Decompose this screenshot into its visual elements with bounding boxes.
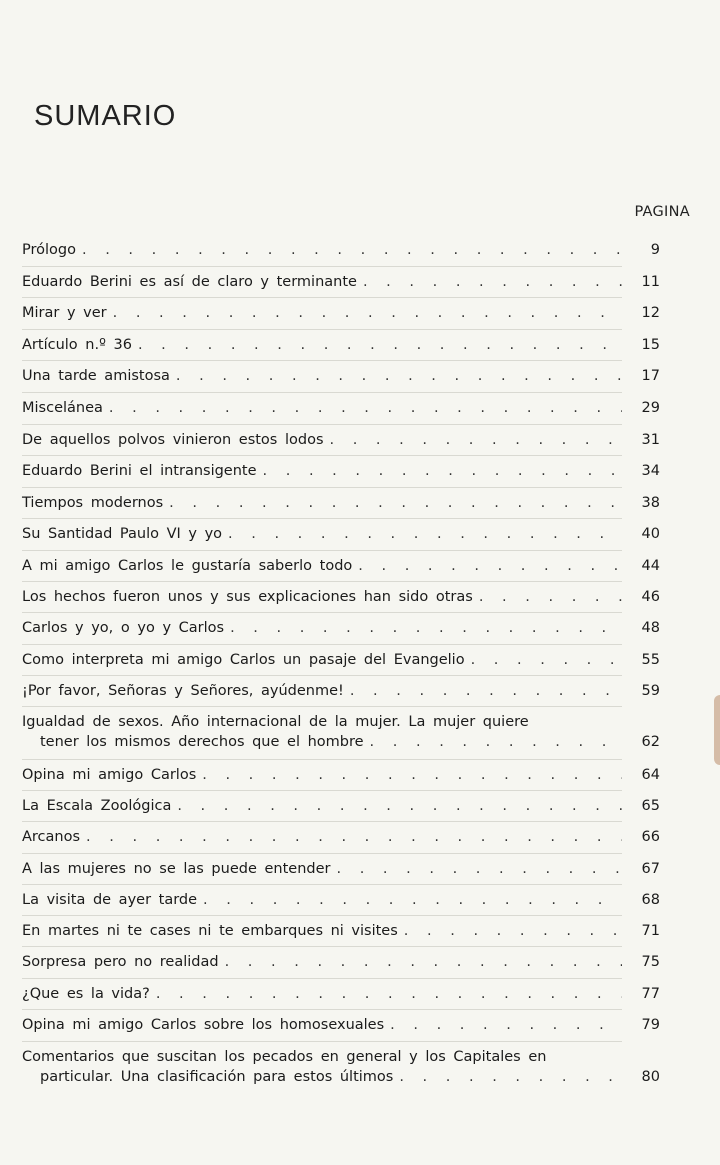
toc-page-number: 11 — [641, 274, 660, 290]
toc-entry-title: Tiempos modernos — [22, 495, 164, 511]
dot-leader — [479, 587, 622, 607]
row-divider — [22, 853, 622, 854]
toc-entry-title: Miscelánea — [22, 400, 103, 416]
row-divider — [22, 644, 622, 645]
toc-entry — [22, 556, 660, 576]
toc-entry-title: Igualdad de sexos. Año internacional de la mujer. La mujer quiere — [22, 714, 529, 730]
toc-entry — [22, 712, 660, 752]
page-column-header: PAGINA — [634, 204, 690, 220]
page-title: SUMARIO — [34, 100, 177, 132]
toc-entry-title: ¿Que es la vida? — [22, 986, 150, 1002]
toc-entry-title: Eduardo Berini es así de claro y terminante — [22, 274, 357, 290]
toc-entry-title: En martes ni te cases ni te embarques ni visites — [22, 923, 398, 939]
toc-entry-title: Una tarde amistosa — [22, 368, 170, 384]
toc-page-number: 75 — [641, 954, 660, 970]
toc-page-number: 38 — [641, 495, 660, 511]
toc-entry — [22, 240, 660, 260]
toc-entry — [22, 493, 660, 513]
toc-page-number: 9 — [650, 242, 660, 258]
toc-entry-title: Opina mi amigo Carlos sobre los homosexuales — [22, 1017, 385, 1033]
row-divider — [22, 487, 622, 488]
toc-page-number: 71 — [641, 923, 660, 939]
toc-page-number: 68 — [641, 892, 660, 908]
toc-entry-title: La visita de ayer tarde — [22, 892, 198, 908]
toc-page-number: 48 — [641, 620, 660, 636]
toc-page-number: 40 — [641, 526, 660, 542]
dot-leader — [336, 859, 622, 879]
toc-entry-title: Sorpresa pero no realidad — [22, 954, 219, 970]
row-divider — [22, 392, 622, 393]
toc-entry-title-continued: particular. Una clasificación para estos últimos — [40, 1069, 394, 1085]
toc-entry — [22, 303, 660, 323]
row-divider — [22, 759, 622, 760]
toc-entry-title: Carlos y yo, o yo y Carlos — [22, 620, 225, 636]
row-divider — [22, 946, 622, 947]
toc-entry — [22, 430, 660, 450]
toc-page-number: 64 — [641, 767, 660, 783]
row-divider — [22, 518, 622, 519]
row-divider — [22, 884, 622, 885]
row-divider — [22, 915, 622, 916]
dot-leader — [399, 1067, 622, 1087]
toc-entry — [22, 618, 660, 638]
row-divider — [22, 1041, 622, 1042]
toc-entry — [22, 366, 660, 386]
toc-entry — [22, 859, 660, 879]
toc-entry — [22, 827, 660, 847]
toc-entry-title: Los hechos fueron unos y sus explicaciones han sido otras — [22, 589, 473, 605]
toc-entry — [22, 524, 660, 544]
toc-entry-title: Eduardo Berini el intransigente — [22, 463, 257, 479]
row-divider — [22, 424, 622, 425]
toc-entry — [22, 272, 660, 292]
dot-leader — [471, 650, 622, 670]
toc-entry — [22, 335, 660, 355]
toc-page-number: 15 — [641, 337, 660, 353]
toc-entry — [22, 984, 660, 1004]
toc-entry — [22, 461, 660, 481]
toc-entry-title: Prólogo — [22, 242, 76, 258]
row-divider — [22, 266, 622, 267]
row-divider — [22, 706, 622, 707]
toc-page-number: 46 — [641, 589, 660, 605]
toc-page-number: 55 — [641, 652, 660, 668]
row-divider — [22, 821, 622, 822]
dot-leader — [370, 732, 622, 752]
toc-page-number: 17 — [641, 368, 660, 384]
toc-entry-title: A las mujeres no se las puede entender — [22, 861, 331, 877]
toc-entry-title: Su Santidad Paulo VI y yo — [22, 526, 223, 542]
toc-entry-title: Mirar y ver — [22, 305, 107, 321]
row-divider — [22, 297, 622, 298]
toc-page-number: 77 — [641, 986, 660, 1002]
toc-entry-title: Artículo n.º 36 — [22, 337, 132, 353]
dot-leader — [202, 765, 622, 785]
toc-entry — [22, 587, 660, 607]
row-divider — [22, 675, 622, 676]
row-divider — [22, 360, 622, 361]
toc-page-number: 62 — [641, 734, 660, 750]
toc-entry-title-continued: tener los mismos derechos que el hombre — [40, 734, 364, 750]
row-divider — [22, 550, 622, 551]
toc-page-number: 79 — [641, 1017, 660, 1033]
toc-page-number: 65 — [641, 798, 660, 814]
row-divider — [22, 581, 622, 582]
dot-leader — [350, 681, 622, 701]
toc-entry-title: Comentarios que suscitan los pecados en general y los Capitales en — [22, 1049, 547, 1065]
row-divider — [22, 1009, 622, 1010]
toc-page-number: 34 — [641, 463, 660, 479]
toc-entry-title: Como interpreta mi amigo Carlos un pasaje del Evangelio — [22, 652, 465, 668]
row-divider — [22, 790, 622, 791]
row-divider — [22, 978, 622, 979]
dot-leader — [225, 952, 622, 972]
toc-page-number: 12 — [641, 305, 660, 321]
toc-entry — [22, 890, 660, 910]
page-edge-shadow — [714, 695, 720, 765]
dot-leader — [113, 303, 622, 323]
dot-leader — [138, 335, 622, 355]
toc-entry — [22, 765, 660, 785]
toc-page-number: 67 — [641, 861, 660, 877]
row-divider — [22, 612, 622, 613]
dot-leader — [177, 796, 622, 816]
toc-page-number: 59 — [641, 683, 660, 699]
toc-entry — [22, 1047, 660, 1087]
toc-entry-title: La Escala Zoológica — [22, 798, 172, 814]
toc-entry — [22, 952, 660, 972]
toc-entry — [22, 398, 660, 418]
row-divider — [22, 455, 622, 456]
dot-leader — [86, 827, 622, 847]
dot-leader — [330, 430, 623, 450]
toc-entry — [22, 681, 660, 701]
toc-page-number: 66 — [641, 829, 660, 845]
dot-leader — [228, 524, 622, 544]
dot-leader — [203, 890, 622, 910]
toc-entry — [22, 921, 660, 941]
toc-page-number: 44 — [641, 558, 660, 574]
toc-entry-title: Arcanos — [22, 829, 81, 845]
dot-leader — [82, 240, 622, 260]
dot-leader — [109, 398, 622, 418]
dot-leader — [263, 461, 622, 481]
toc-entry-title: De aquellos polvos vinieron estos lodos — [22, 432, 324, 448]
toc-page-number: 80 — [641, 1069, 660, 1085]
toc-entry-title: A mi amigo Carlos le gustaría saberlo todo — [22, 558, 353, 574]
toc-page-number: 31 — [641, 432, 660, 448]
row-divider — [22, 329, 622, 330]
toc-entry — [22, 650, 660, 670]
toc-entry — [22, 796, 660, 816]
dot-leader — [358, 556, 622, 576]
dot-leader — [363, 272, 622, 292]
toc-page-number: 29 — [641, 400, 660, 416]
toc-entry-title: ¡Por favor, Señoras y Señores, ayúdenme! — [22, 683, 344, 699]
dot-leader — [390, 1015, 622, 1035]
toc-entry — [22, 1015, 660, 1035]
dot-leader — [176, 366, 622, 386]
dot-leader — [156, 984, 622, 1004]
toc-entry-title: Opina mi amigo Carlos — [22, 767, 197, 783]
dot-leader — [404, 921, 622, 941]
dot-leader — [169, 493, 622, 513]
dot-leader — [230, 618, 622, 638]
